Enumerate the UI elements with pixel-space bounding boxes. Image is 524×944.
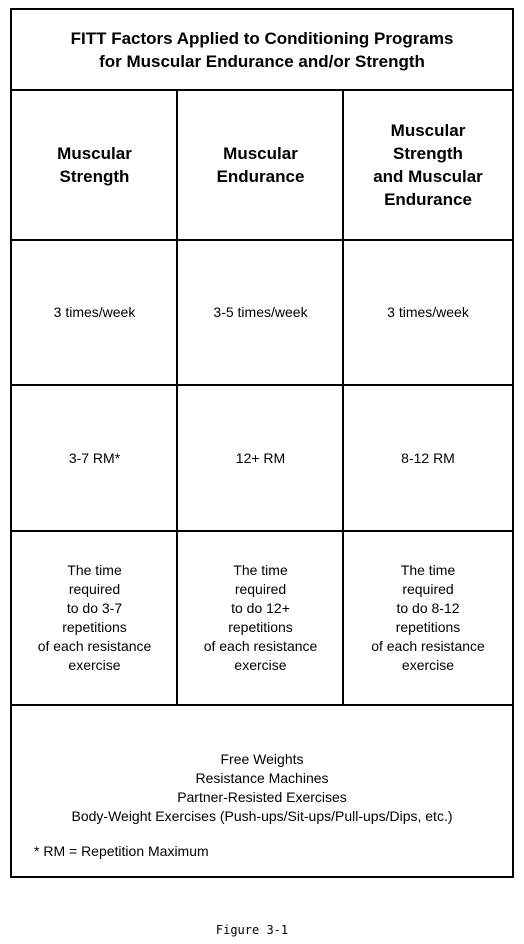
time-cell (344, 532, 512, 704)
type-cell (12, 706, 512, 876)
exercise-types-list (12, 750, 512, 826)
footnote: * RM = Repetition Maximum (34, 843, 209, 859)
time-line: required (402, 581, 454, 597)
time-line: The time (400, 562, 456, 578)
intensity-cell (12, 386, 177, 530)
intensity-value: 8-12 RM (401, 449, 455, 466)
intensity-value: 3-7 RM* (68, 449, 121, 466)
title-line-1: FITT Factors Applied to Conditioning Programs (70, 29, 454, 48)
time-line: of each resistance (371, 638, 485, 654)
frequency-cell (344, 241, 512, 384)
title-line-2: for Muscular Endurance and/or Strength (99, 52, 425, 71)
time-line: required (68, 581, 121, 597)
frequency-value: 3 times/week (53, 304, 136, 320)
intensity-cell (178, 386, 343, 530)
exercise-type: Resistance Machines (195, 770, 329, 786)
exercise-type: Partner-Resisted Exercises (177, 789, 347, 805)
time-cell (12, 532, 177, 704)
header-line: Endurance (384, 190, 472, 209)
header-strength-and-endurance (344, 91, 512, 239)
exercise-type: Free Weights (220, 751, 304, 767)
time-line: exercise (234, 657, 287, 673)
time-line: exercise (401, 657, 455, 673)
time-line: exercise (68, 657, 121, 673)
time-line: to do 8-12 (396, 600, 460, 616)
time-line: of each resistance (37, 638, 152, 654)
intensity-value: 12+ RM (235, 449, 286, 466)
table-title (12, 10, 512, 90)
header-line: Muscular (390, 121, 466, 140)
time-line: of each resistance (203, 638, 318, 654)
figure-caption: Figure 3-1 (215, 923, 289, 937)
time-line: to do 3-7 (66, 600, 123, 616)
time-line: to do 12+ (231, 600, 290, 616)
intensity-cell (344, 386, 512, 530)
time-line: The time (67, 562, 122, 578)
time-cell (178, 532, 343, 704)
header-muscular-strength (12, 91, 177, 239)
header-line: Strength (393, 144, 463, 163)
time-line: The time (233, 562, 288, 578)
header-muscular-endurance (178, 91, 343, 239)
fitt-table (10, 8, 514, 878)
header-line: Muscular (57, 144, 132, 163)
time-line: repetitions (395, 619, 461, 635)
header-line: and Muscular (373, 167, 483, 186)
exercise-type: Body-Weight Exercises (Push-ups/Sit-ups/Pull-ups/Dips, etc.) (71, 808, 453, 824)
frequency-value: 3-5 times/week (213, 304, 308, 320)
frequency-cell (178, 241, 343, 384)
header-line: Strength (59, 167, 130, 186)
time-line: required (234, 581, 287, 597)
header-line: Endurance (216, 167, 305, 186)
header-line: Muscular (223, 144, 298, 163)
time-line: repetitions (62, 619, 127, 635)
frequency-value: 3 times/week (387, 304, 469, 320)
time-line: repetitions (228, 619, 293, 635)
frequency-cell (12, 241, 177, 384)
